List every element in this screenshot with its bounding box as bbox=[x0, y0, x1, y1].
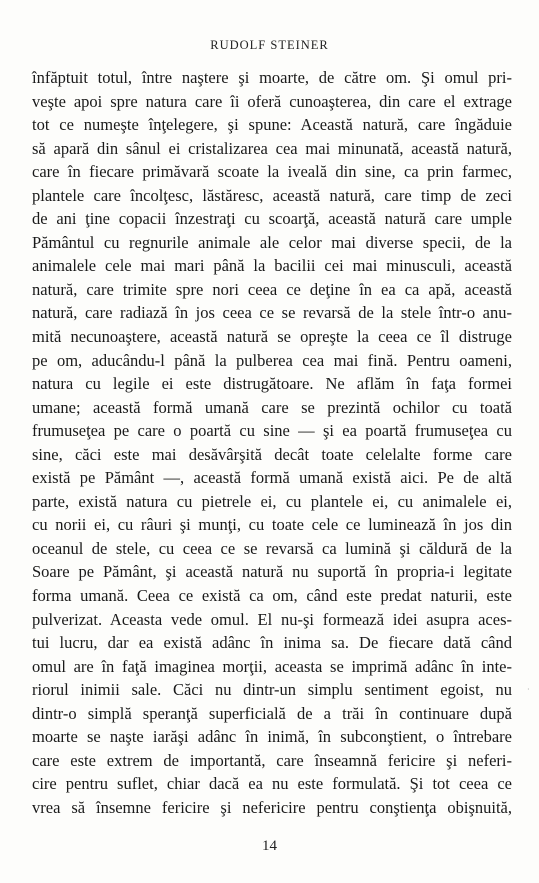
running-header-author: RUDOLF STEINER bbox=[210, 38, 329, 52]
text-line: natură, care trimite spre nori ceea ce deţine în ea ca apă, această bbox=[32, 279, 512, 299]
text-line: pulverizat. Aceasta vede omul. El nu-şi formează idei asupra aces- bbox=[32, 609, 512, 629]
text-line: dintr-o simplă speranţă superficială de a trăi în continuare după bbox=[32, 703, 512, 723]
text-line: natură, care radiază în jos ceea ce se revarsă de la stele într-o anu- bbox=[32, 303, 512, 323]
text-line: moarte se naşte iarăşi adânc în inimă, în subconştient, o întrebare bbox=[32, 727, 512, 747]
page-number: 14 bbox=[262, 838, 277, 854]
text-line: pe om, aducându-l până la pulberea cea mai fină. Pentru oameni, bbox=[32, 350, 512, 370]
text-line: umane; această formă umană care se prezintă ochilor cu toată bbox=[32, 397, 512, 417]
text-line: tot ce numeşte înţelegere, şi spune: Această natură, care îngăduie bbox=[32, 115, 512, 135]
text-line: Pământul cu regnurile animale ale celor mai diverse specii, de la bbox=[32, 232, 512, 252]
text-line: Soare pe Pământ, şi această natură nu suportă în propria-i legitate bbox=[32, 562, 512, 582]
text-line: animalele cele mai mari până la bacilii cei mai minusculi, această bbox=[32, 256, 512, 276]
text-line: riorul inimii sale. Căci nu dintr-un simplu sentiment egoist, nu bbox=[32, 680, 512, 700]
text-line: parte, există natura cu pietrele ei, cu plantele ei, cu animalele ei, bbox=[32, 491, 512, 511]
text-line: frumuseţea pe care o poartă cu sine — şi ea poartă frumuseţea cu bbox=[32, 421, 512, 441]
text-line: tui lucru, dar ea există adânc în inima sa. De fiecare dată când bbox=[32, 633, 512, 653]
text-line: forma umană. Ceea ce există ca om, când este predat naturii, este bbox=[32, 586, 512, 606]
text-line: plantele care încolţesc, lăstăresc, această natură, care timp de zeci bbox=[32, 185, 512, 205]
text-line: care este extrem de importantă, care înseamnă fericire şi neferi- bbox=[32, 750, 512, 770]
margin-mark: · bbox=[527, 685, 530, 694]
text-line: mită necunoaştere, această natură se opreşte la ceea ce îl distruge bbox=[32, 327, 512, 347]
body-text bbox=[32, 66, 512, 820]
text-line: oceanul de stele, cu ceea ce se revarsă ca lumină şi căldură de la bbox=[32, 538, 512, 558]
text-line: sine, căci este mai desăvârşită decât toate celelalte forme care bbox=[32, 444, 512, 464]
text-line: cu norii ei, cu râuri şi munţi, cu toate cele ce luminează în jos din bbox=[32, 515, 512, 535]
text-line: există pe Pământ —, această formă umană există aici. Pe de altă bbox=[32, 468, 512, 488]
text-line: care în fiecare primăvară scoate la iveală din sine, ca prin farmec, bbox=[32, 162, 512, 182]
text-line: natura cu legile ei este distrugătoare. Ne aflăm în faţa formei bbox=[32, 374, 512, 394]
text-line: cire pentru suflet, chiar dacă ea nu este formulată. Şi tot ceea ce bbox=[32, 774, 512, 794]
text-line: înfăptuit totul, între naştere şi moarte, de către om. Şi omul pri- bbox=[32, 68, 512, 87]
text-line: omul are în faţă imaginea morţii, aceasta se imprimă adânc în inte- bbox=[32, 656, 512, 676]
text-line: vrea să însemne fericire şi nefericire pentru conştienţa obişnuită, bbox=[32, 797, 512, 817]
text-line: veşte apoi spre natura care îi oferă cunoaşterea, din care el extrage bbox=[32, 91, 512, 111]
text-line: de ani ţine copacii înzestraţi cu scoarţă, această natură care umple bbox=[32, 209, 512, 229]
text-line: să apară din sânul ei cristalizarea cea mai minunată, această natură, bbox=[32, 138, 512, 158]
